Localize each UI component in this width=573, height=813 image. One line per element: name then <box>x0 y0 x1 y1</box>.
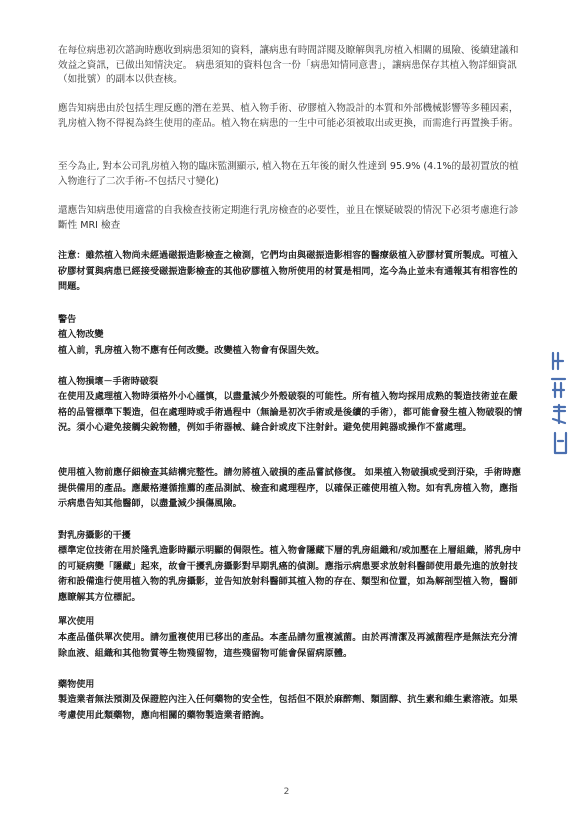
implant-damage-heading: 植入物損壞－手術時破裂 <box>58 376 159 387</box>
single-use-body: 本產品僅供單次使用。請勿重複使用已移出的產品。本產品請勿重複滅菌。由於再清潔及再滅菌程序是無法充分清除血液、組織和其他物質等生物殘留物，這些殘留物可能會保留病原體。 <box>58 632 518 659</box>
intro-paragraph: 在每位病患初次諮詢時應收到病患須知的資料，讓病患有時間詳閱及瞭解與乳房植入相關的風險、後續建議和效益之資訊，已做出知情決定。 病患須知的資料包含一份「病患知情同意書」，讓病患保存其植入物詳細資訊（如批號）的副本以供查核。 <box>58 45 519 85</box>
implant-alteration-heading: 植入物改變 <box>58 329 104 340</box>
implant-inspection-body: 使用植入物前應仔細檢查其結構完整性。請勿將植入破損的產品嘗試修復。 如果植入物破損或受到汙染，手術時應提供備用的產品。應嚴格遵循推薦的產品測試、檢查和處理程序，以確保正確使用植入物。如有乳房植入物，應指示病患告知其他醫師，以盡量減少損傷風險。 <box>58 467 521 509</box>
warnings-title: 警告 <box>58 314 77 325</box>
mammography-heading: 對乳房攝影的干擾 <box>58 530 131 541</box>
margin-stamp-icon <box>549 349 571 459</box>
lifespan-paragraph: 應告知病患由於包括生理反應的潛在差異、植入物手術、矽膠植入物設計的本質和外部機械影響等多種因素，乳房植入物不得視為終生使用的產品。植入物在病患的一生中可能必須被取出或更換，而需進行再置換手術。 <box>58 103 519 129</box>
drug-use-heading: 藥物使用 <box>58 679 95 690</box>
self-exam-paragraph: 還應告知病患使用適當的自我檢查技術定期進行乳房檢查的必要性，並且在懷疑破裂的情況下必須考慮進行診斷性 MRI 檢查 <box>58 205 519 231</box>
stamp-strokes <box>552 353 566 453</box>
mammography-body: 標準定位技術在用於隆乳造影時顯示明顯的侷限性。植入物會隱藏下層的乳房組織和/或加壓在上層組織，將乳房中的可疑病變「隱藏」起來，故會干擾乳房攝影對早期乳癌的偵測。應指示病患要求放射科醫師使用最先進的放射技術和設備進行使用植入物的乳房攝影，並告知放射科醫師其植入物的存在、類型和位置，如為解剖型植入物，醫師應瞭解其方位標記。 <box>58 545 522 603</box>
clinical-monitoring-paragraph: 至今為止, 對本公司乳房植入物的臨床監測顯示, 植入物在五年後的耐久性達到 95.9% (4.1%的最初置放的植入物進行了二次手術-不包括尺寸變化) <box>58 161 519 187</box>
single-use-heading: 單次使用 <box>58 616 95 627</box>
implant-alteration-body: 植入前，乳房植入物不應有任何改變。改變植入物會有保固失效。 <box>58 345 325 356</box>
mri-note: 注意：雖然植入物尚未經過磁振造影檢查之檢測，它們均由與磁振造影相容的醫療級植入矽膠材質所製成。可植入矽膠材質與病患已經接受磁振造影檢查的其他矽膠植入物所使用的材質是相同，迄今為止並未有通報其有相容性的問題。 <box>58 250 518 292</box>
implant-damage-body: 在使用及處理植入物時須格外小心謹慎，以盡量減少外殼破裂的可能性。所有植入物均採用成熟的製造技術並在嚴格的品管標準下製造，但在處理時或手術過程中（無論是初次手術或是後續的手術），都可能會發生植入物破裂的情況。須小心避免接觸尖銳物體，例如手術器械、縫合針或皮下注射針。避免使用鈍器或操作不當處理。 <box>58 391 523 433</box>
page-number: 2 <box>283 787 290 797</box>
drug-use-body: 製造業者無法預測及保證腔內注入任何藥物的安全性，包括但不限於麻醉劑、類固醇、抗生素和維生素溶液。如果考慮使用此類藥物，應向相關的藥物製造業者諮詢。 <box>58 694 518 721</box>
